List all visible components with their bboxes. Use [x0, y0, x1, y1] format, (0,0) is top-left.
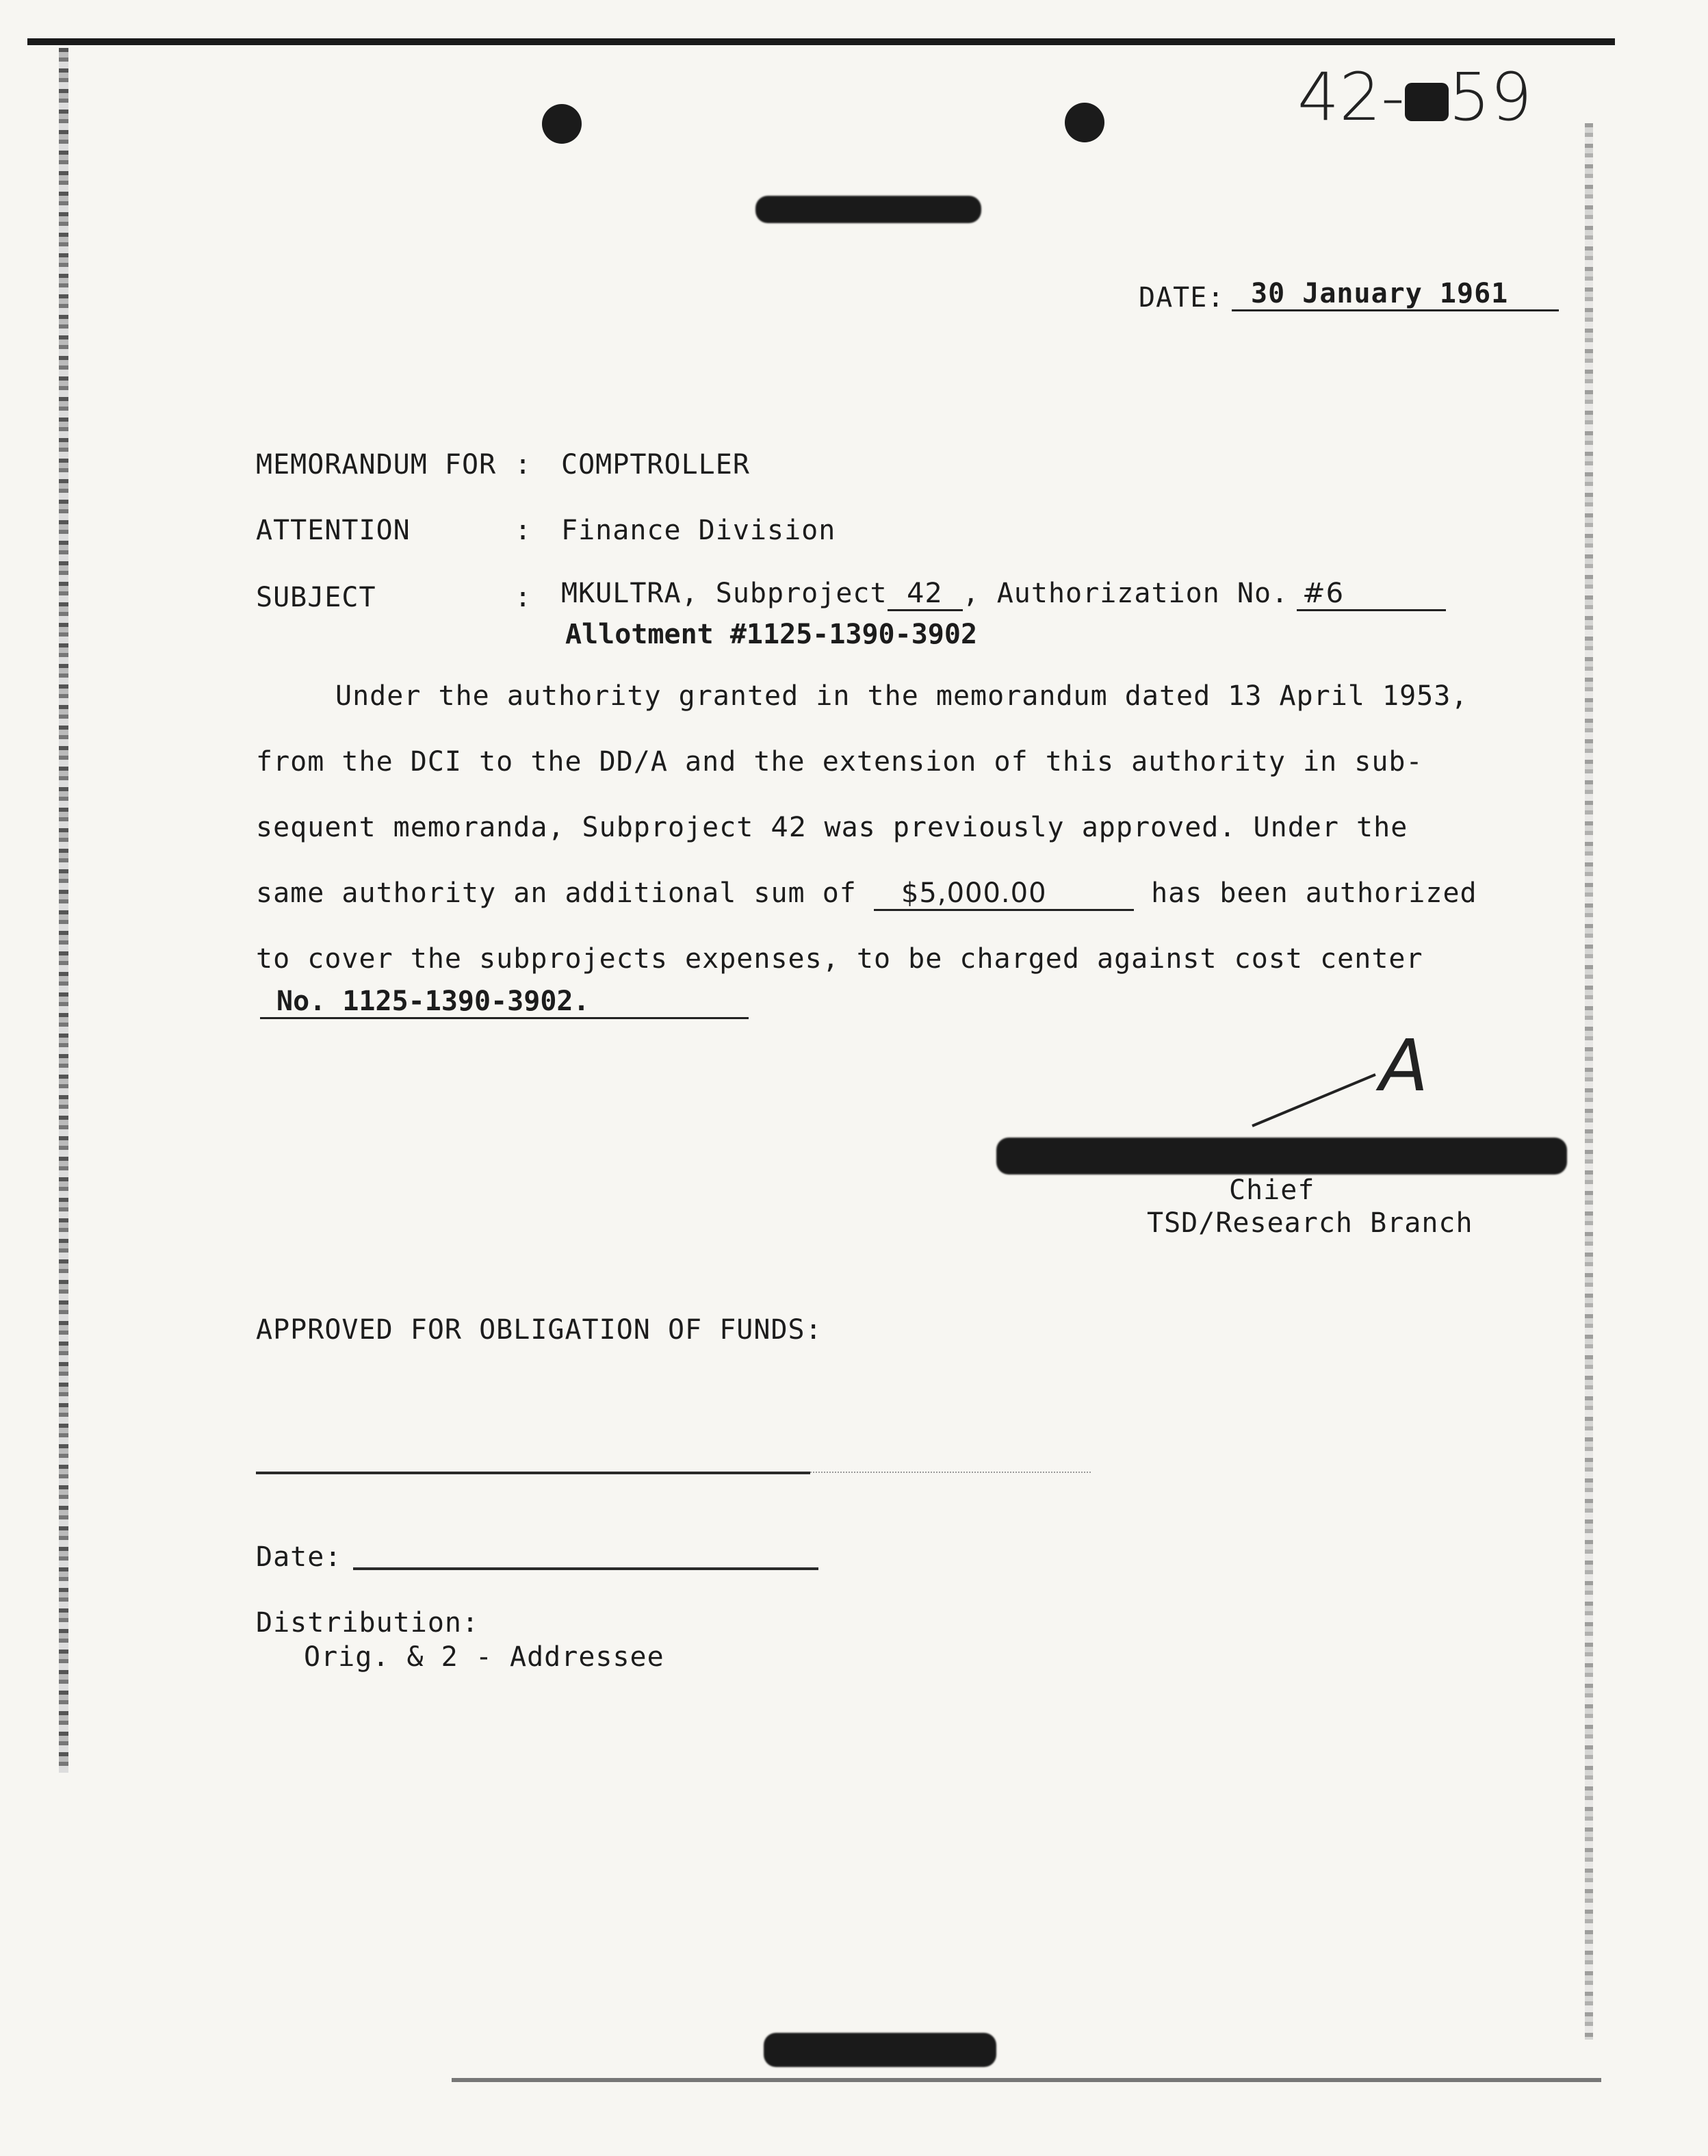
- signature-initial: A: [1380, 1024, 1429, 1107]
- body-line-1: Under the authority granted in the memorandum dated 13 April 1953,: [335, 680, 1468, 712]
- approval-signature-line: [256, 1472, 810, 1474]
- distribution-entry: Orig. & 2 - Addressee: [304, 1641, 664, 1673]
- classification-redaction-bottom: [764, 2033, 996, 2067]
- body-line-3b: was previously approved. Under the: [824, 812, 1408, 843]
- colon-3: :: [515, 582, 532, 613]
- subject-auth-number: #6: [1297, 578, 1446, 611]
- redaction-mark: [1405, 83, 1449, 121]
- right-binding-marks: [1585, 123, 1593, 2040]
- top-border: [27, 38, 1615, 45]
- date-label: DATE:: [1139, 282, 1225, 313]
- approval-line-extension: [810, 1472, 1091, 1473]
- approval-date-line: [353, 1567, 818, 1570]
- memorandum-for-value: COMPTROLLER: [561, 449, 750, 480]
- memorandum-for-label: MEMORANDUM FOR: [256, 449, 497, 480]
- body-line-3: [256, 812, 1408, 843]
- classification-redaction-top: [755, 196, 981, 223]
- approval-date-label: Date:: [256, 1541, 342, 1573]
- subject-auth-label: , Authorization No.: [962, 578, 1289, 609]
- attention-label: ATTENTION: [256, 515, 411, 546]
- body-line-2: from the DCI to the DD/A and the extension of this authority in sub-: [256, 746, 1423, 778]
- bottom-border: [452, 2078, 1601, 2082]
- body-line-4a: same authority an additional sum of: [256, 877, 857, 909]
- subject-prefix: MKULTRA, Subproject: [561, 578, 888, 609]
- body-line-4: [256, 877, 1477, 911]
- signature-redaction: [996, 1138, 1567, 1175]
- colon-1: :: [515, 449, 532, 480]
- subject-allotment: Allotment #1125-1390-3902: [565, 619, 978, 650]
- subject-subproject-number: 42: [888, 578, 963, 611]
- date-value: 30 January 1961: [1232, 278, 1559, 311]
- subject-line: [561, 578, 1446, 611]
- signer-title: Chief: [1229, 1175, 1315, 1206]
- document-number: 42- 59: [1297, 59, 1532, 136]
- punch-hole-right: [1065, 103, 1104, 142]
- body-line-3a: sequent memoranda, Subproject: [256, 812, 754, 843]
- body-line-6: No. 1125-1390-3902.: [260, 986, 749, 1019]
- colon-2: :: [515, 515, 532, 546]
- punch-hole-left: [542, 104, 582, 144]
- body-amount: $5,000.00: [874, 877, 1134, 911]
- body-line-5: to cover the subprojects expenses, to be charged against cost center: [256, 943, 1423, 975]
- signer-office: TSD/Research Branch: [1147, 1207, 1473, 1239]
- body-line-4b: has been authorized: [1151, 877, 1477, 909]
- distribution-label: Distribution:: [256, 1607, 480, 1639]
- approval-label: APPROVED FOR OBLIGATION OF FUNDS:: [256, 1314, 823, 1346]
- left-binding-edge: [59, 48, 68, 1773]
- subject-label: SUBJECT: [256, 582, 376, 613]
- attention-value: Finance Division: [561, 515, 836, 546]
- body-subproject-number: 42: [771, 812, 807, 843]
